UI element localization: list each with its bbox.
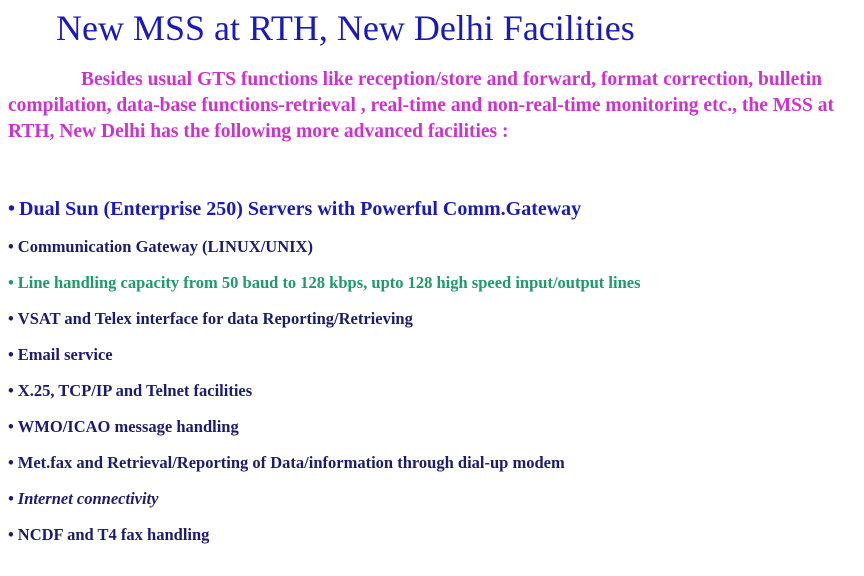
bullet-marker: • (8, 381, 14, 400)
bullet-marker: • (8, 345, 14, 364)
bullet-text: Dual Sun (Enterprise 250) Servers with Powerful Comm.Gateway (19, 198, 582, 220)
bullet-item (8, 452, 565, 474)
bullet-marker: • (8, 237, 14, 256)
bullet-item (8, 344, 113, 366)
bullet-marker: • (8, 525, 14, 544)
bullet-item (8, 196, 581, 222)
slide-title: New MSS at RTH, New Delhi Facilities (56, 8, 635, 48)
bullet-item (8, 416, 239, 438)
bullet-marker: • (8, 273, 14, 292)
bullet-text: Communication Gateway (LINUX/UNIX) (17, 237, 313, 256)
bullet-item (8, 308, 413, 330)
bullet-text: Email service (17, 345, 113, 364)
bullet-marker: • (8, 453, 14, 472)
bullet-text: NCDF and T4 fax handling (17, 525, 210, 544)
bullet-marker: • (8, 309, 14, 328)
bullet-text: VSAT and Telex interface for data Reporting/Retrieving (17, 309, 413, 328)
bullet-marker: • (8, 489, 14, 508)
bullet-text: Line handling capacity from 50 baud to 128 kbps, upto 128 high speed input/output lines (17, 273, 641, 292)
bullet-text: Met.fax and Retrieval/Reporting of Data/information through dial-up modem (17, 453, 565, 472)
bullet-text: X.25, TCP/IP and Telnet facilities (17, 381, 253, 400)
bullet-marker: • (8, 198, 16, 220)
bullet-item (8, 272, 641, 294)
bullet-text: Internet connectivity (17, 489, 159, 508)
bullet-text: WMO/ICAO message handling (17, 417, 239, 436)
bullet-item (8, 236, 313, 258)
bullet-item (8, 524, 209, 546)
bullet-marker: • (8, 417, 14, 436)
bullet-item (8, 380, 252, 402)
bullet-item (8, 488, 158, 510)
intro-paragraph: Besides usual GTS functions like reception/store and forward, format correction, bulletin compilation, data-base functions-retrieval , real-time and non-real-time monitoring etc., the MSS at RTH, New Delhi has the following more advanced facilities : (8, 69, 834, 142)
